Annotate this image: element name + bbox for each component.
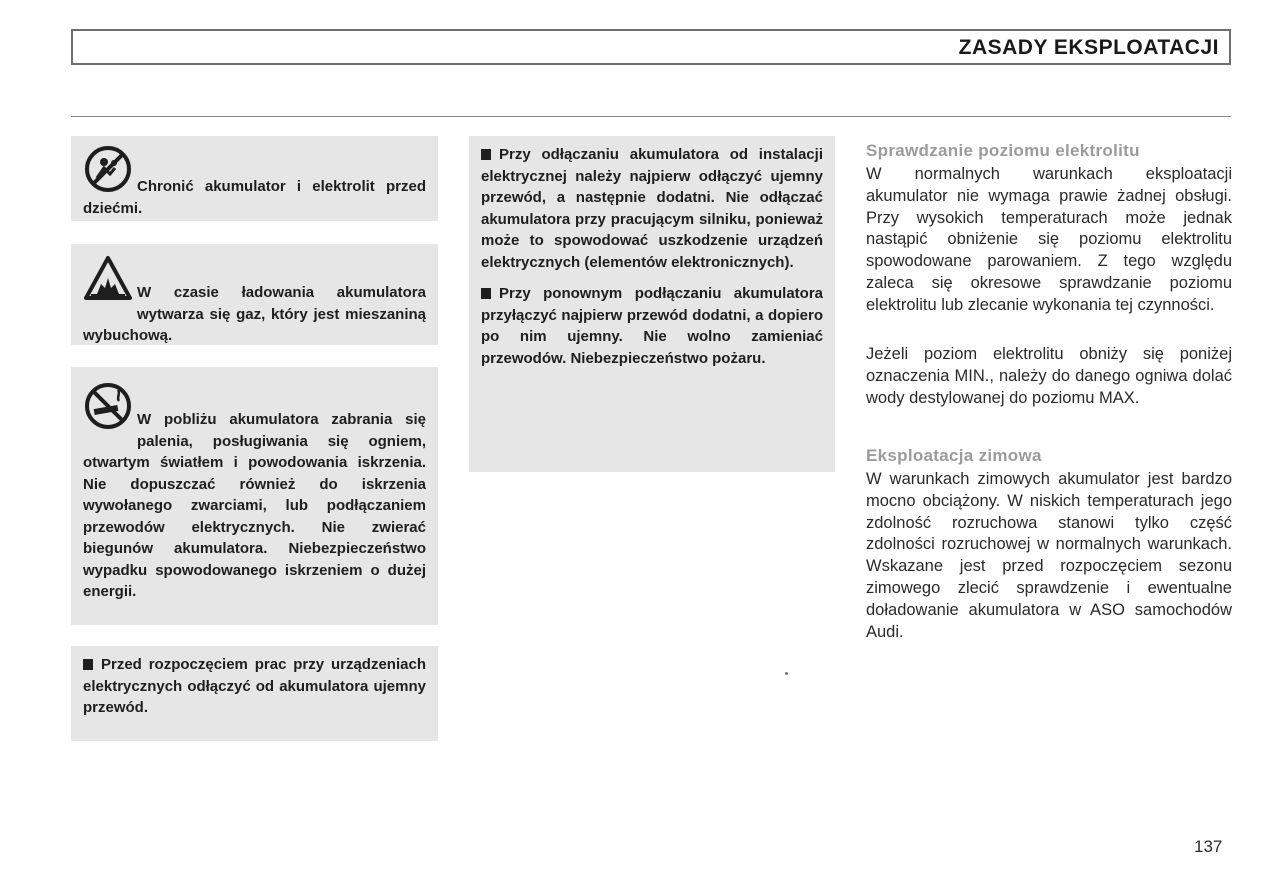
section-heading-electrolyte: Sprawdzanie poziomu elektrolitu bbox=[866, 141, 1140, 160]
warning-text: Przy ponownym podłączaniu akumulatora przyłączyć najpierw przewód dodatni, a dopiero po nim ujemny. Nie wolno zamieniać przewodów. Niebezpieczeństwo pożaru. bbox=[481, 285, 823, 367]
warning-disconnect-order bbox=[469, 136, 835, 472]
bullet-icon bbox=[481, 288, 491, 299]
paragraph: W warunkach zimowych akumulator jest bardzo mocno obciążony. W niskich temperaturach jego zdolność rozruchowa stanowi tylko część zdolności rozruchowej w normalnych warunkach. Wskazane jest przed rozpoczęciem sezonu zimowego zlecić sprawdzenie i ewentualne doładowanie akumulatora w ASO samochodów Audi. bbox=[866, 470, 1232, 641]
page-title: ZASADY EKSPLOATACJI bbox=[958, 36, 1219, 59]
bullet-icon bbox=[481, 149, 491, 160]
bullet-icon bbox=[83, 659, 93, 670]
warning-smoking bbox=[71, 367, 438, 625]
print-speck bbox=[785, 672, 788, 675]
warning-children bbox=[71, 136, 438, 221]
paragraph: W normalnych warunkach eksploatacji akumulator nie wymaga prawie żadnej obsługi. Przy wysokich temperaturach może jednak nastąpić obniżenie się poziomu elektrolitu spowodowane parowaniem. Z tego względu zaleca się okresowe sprawdzanie poziomu elektrolitu lub zlecanie wykonania tej czynności. bbox=[866, 165, 1232, 314]
warning-text: Chronić akumulator i elektrolit przed dziećmi. bbox=[83, 178, 426, 217]
header-box bbox=[71, 29, 1231, 65]
warning-gas bbox=[71, 244, 438, 345]
warning-text: Przed rozpoczęciem prac przy urządzeniach elektrycznych odłączyć od akumulatora ujemny przewód. bbox=[83, 656, 426, 716]
warning-text: W pobliżu akumulatora zabrania się palenia, posługiwania się ogniem, otwartym światłem i powodowania iskrzenia. Nie dopuszczać również do iskrzenia wywołanego zwarciami, lub podłączaniem przewodów elektrycznych. Nie zwierać biegunów akumulatora. Niebezpieczeństwo wypadku spowodowanego iskrzeniem o dużej energii. bbox=[83, 411, 426, 600]
warning-disconnect-before-work bbox=[71, 646, 438, 741]
no-children-icon bbox=[83, 144, 133, 194]
no-smoking-icon bbox=[83, 381, 133, 431]
section-heading-winter: Eksploatacja zimowa bbox=[866, 446, 1042, 465]
divider bbox=[71, 116, 1231, 117]
page-number: 137 bbox=[1194, 837, 1223, 856]
paragraph: Jeżeli poziom elektrolitu obniży się poniżej oznaczenia MIN., należy do danego ogniwa dolać wody destylowanej do poziomu MAX. bbox=[866, 345, 1232, 407]
warning-text: W czasie ładowania akumulatora wytwarza się gaz, który jest mieszaniną wybuchową. bbox=[83, 284, 426, 344]
warning-text: Przy odłączaniu akumulatora od instalacji elektrycznej należy najpierw odłączyć ujemny przewód, a następnie dodatni. Nie odłączać akumulatora przy pracującym silniku, ponieważ może to spowodować uszkodzenie urządzeń elektrycznych (elementów elektronicznych). bbox=[481, 146, 823, 271]
explosion-warning-icon bbox=[83, 254, 133, 304]
